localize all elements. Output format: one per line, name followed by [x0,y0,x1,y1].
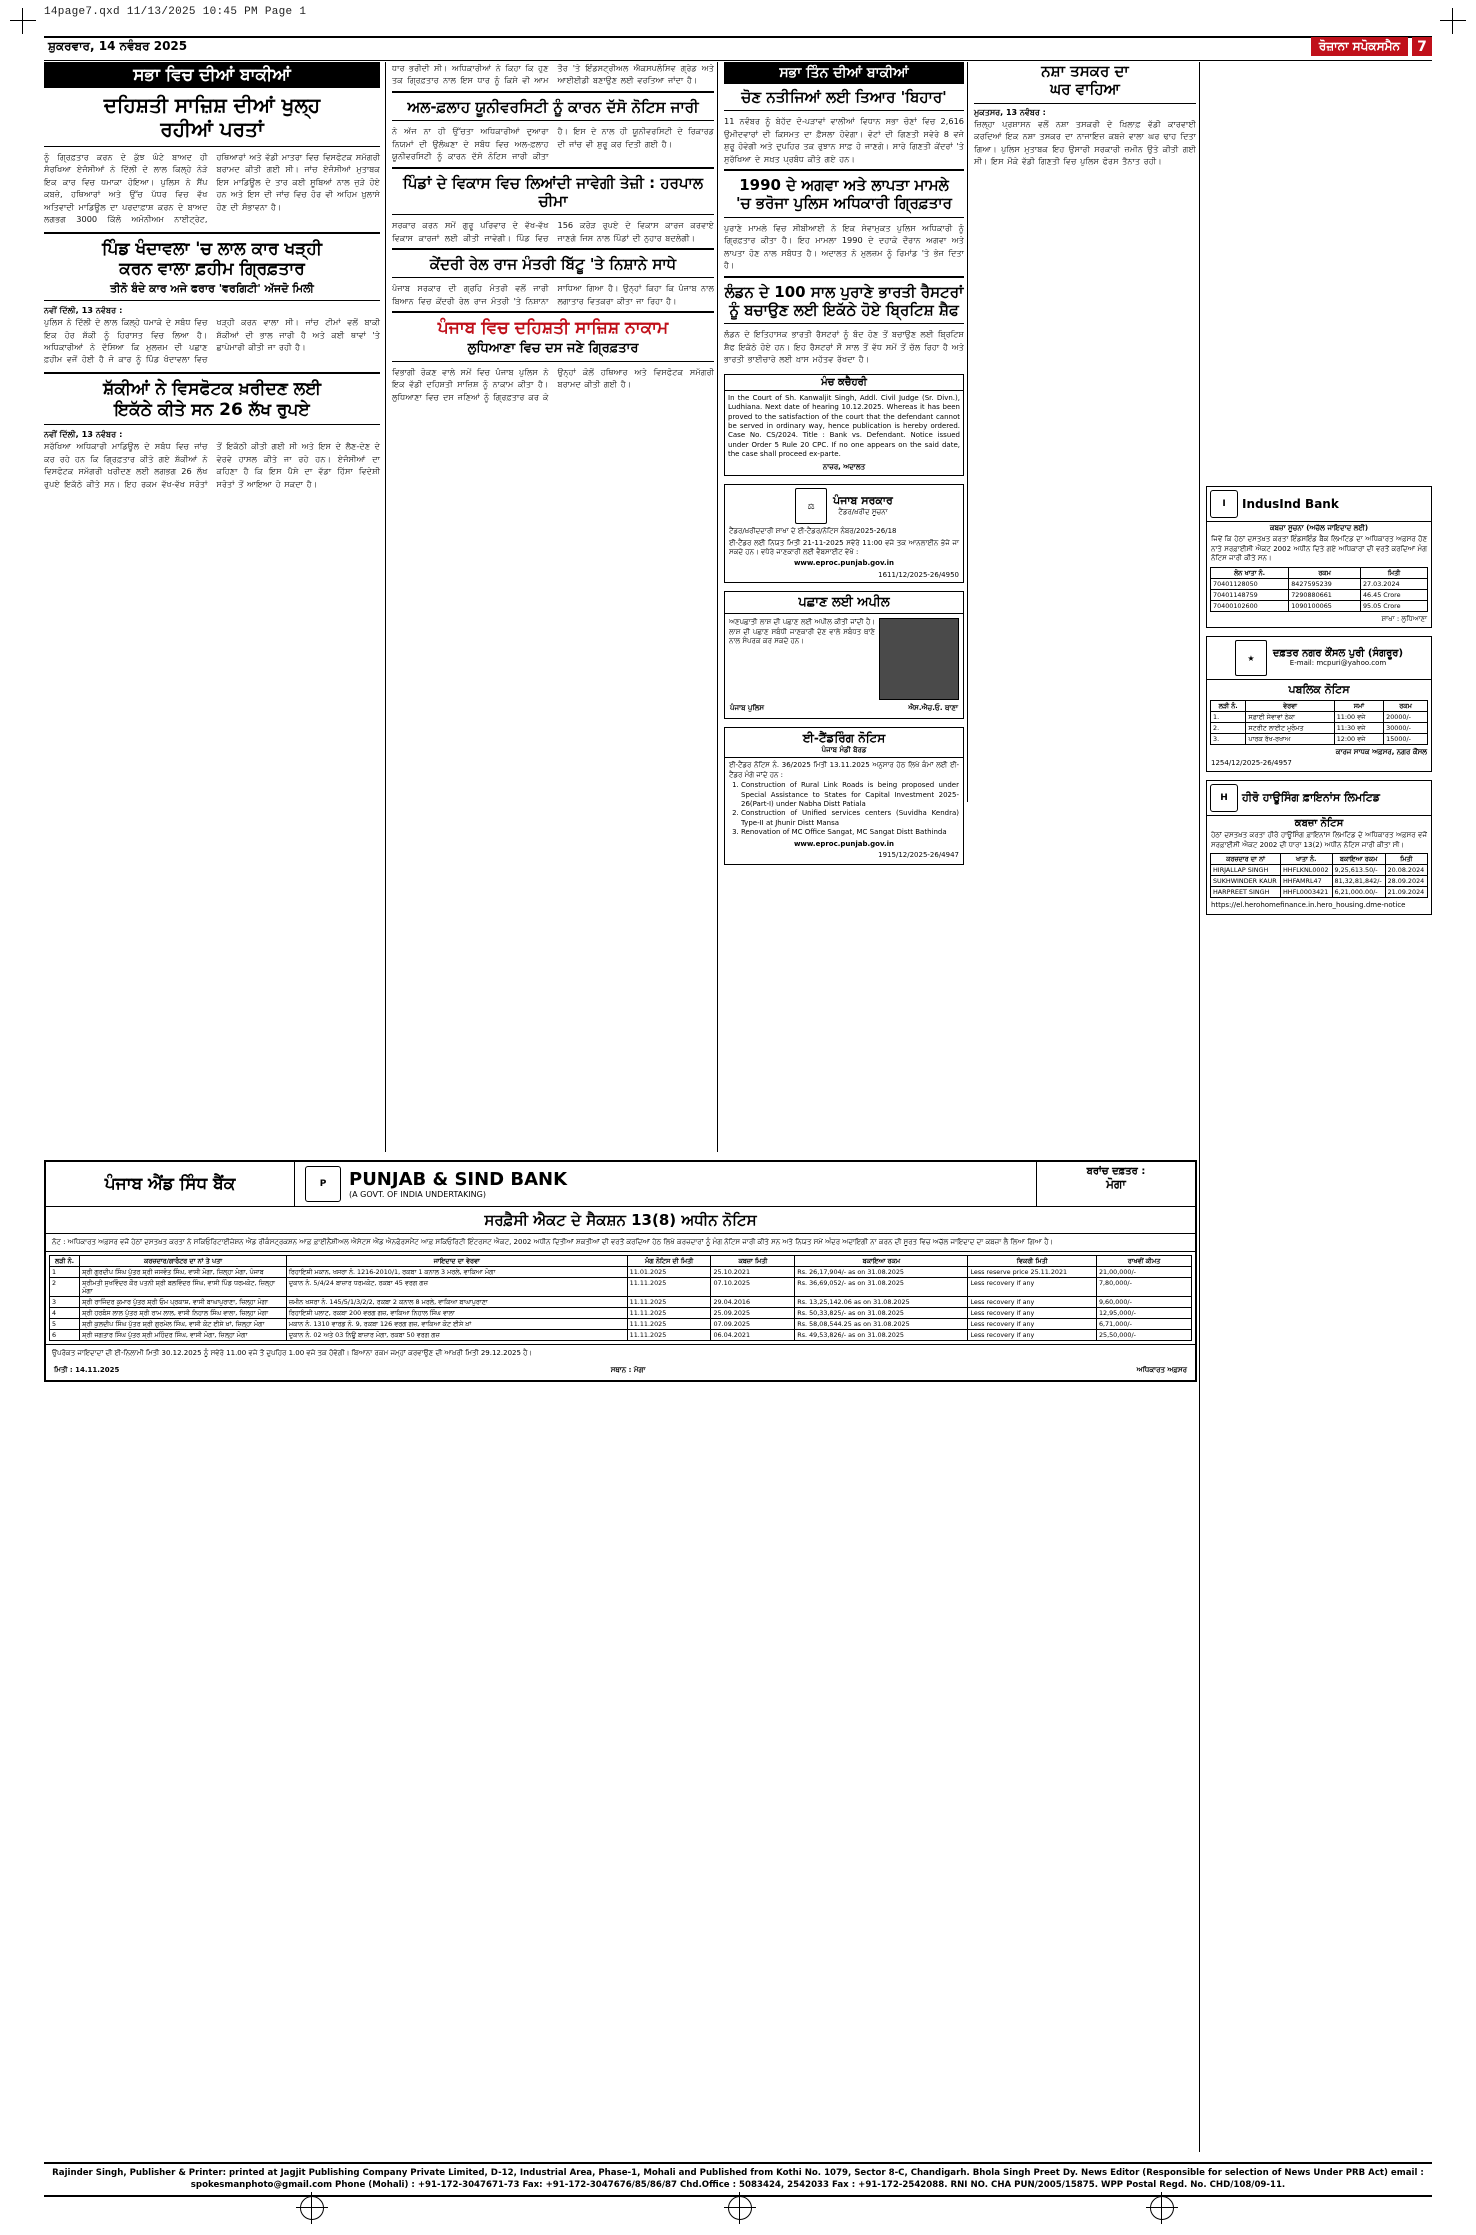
table-row [1211,723,1428,734]
india-emblem-icon: ⚖ [795,488,827,524]
indusind-name: IndusInd Bank [1242,497,1339,511]
cell: ਮਕਾਨ ਨੰ. 1310 ਵਾਰਡ ਨੰ. 9, ਰਕਬਾ 126 ਵਰਗ ਗਜ਼, ਵਾਕਿਆ ਕੋਟ ਈਸੇ ਖ਼ਾਂ [286,1319,627,1330]
cell: ਦੁਕਾਨ ਨੰ. 5/4/24 ਬਾਜ਼ਾਰ ਧਰਮਕੋਟ, ਰਕਬਾ 45 ਵਰਗ ਗਜ਼ [286,1278,627,1297]
cell: Rs. 26,17,904/- as on 31.08.2025 [795,1267,968,1278]
appeal-police: ਐਸ.ਐਚ.ਓ. ਥਾਣਾ [908,704,958,713]
table-row [1211,600,1428,611]
cell: Rs. 13,25,142.06 as on 31.08.2025 [795,1297,968,1308]
table-row [1211,734,1428,745]
col3-story3-headline-line1: ਲੰਡਨ ਦੇ 100 ਸਾਲ ਪੁਰਾਣੇ ਭਾਰਤੀ ਰੈਸਟਰਾਂ [724,282,964,301]
kaushal-th: ਲੜੀ ਨੰ. [1211,701,1246,712]
kaushal-notice-head: ਪਬਲਿਕ ਨੋਟਿਸ [1288,683,1350,697]
etender-item: 3. Renovation of MC Office Sangat, MC Sangat Distt Bathinda [741,828,959,837]
cell: HHFLKNL0002 [1280,864,1332,875]
cell: 70400102600 [1211,600,1289,611]
cell: 70401128050 [1211,578,1289,589]
cell: 81,32,81,842/- [1332,875,1385,886]
hero-logo-icon: H [1210,784,1238,812]
etender-ad [724,727,964,865]
cell: 8427595239 [1289,578,1361,589]
appeal-title: ਪਛਾਣ ਲਈ ਅਪੀਲ [725,592,963,614]
etender-title: ਈ-ਟੈਂਡਰਿੰਗ ਨੋਟਿਸ [802,730,886,745]
identification-appeal-ad [724,591,964,718]
cell: ਦੁਕਾਨ ਨੰ. 02 ਅਤੇ 03 ਨਿਊ ਬਾਜ਼ਾਰ ਮੋਗਾ, ਰਕਬਾ 50 ਵਰਗ ਗਜ਼ [286,1330,627,1341]
etender-web[interactable]: www.eproc.punjab.gov.in [793,839,895,848]
cell: 25.10.2021 [711,1267,795,1278]
crop-mark-topleft [10,8,36,34]
table-row [1211,875,1428,886]
kaushal-title: ਦਫ਼ਤਰ ਨਗਰ ਕੌਂਸਲ ਪੁਰੀ (ਸੰਗਰੂਰ) [1272,647,1404,659]
psb-th: ਜਾਇਦਾਦ ਦਾ ਵੇਰਵਾ [286,1256,627,1267]
imprint-footer: Rajinder Singh, Publisher & Printer: printed at Jagjit Publishing Company Private Limited, D-12, Industrial Area, Phase-1, Mohali and Published from Kothi No. 1079, Sector 8-C, Chandigarh. Bhola Singh Preet Dy. News Editor (Responsible for selection of News Under PRB Act) email : spokesmanphoto@gmail.com Phone (Mohali) : +91-172-3047671-73 Fax: +91-172-3047676/85/86/87 Chd.Office : 5083424, 2542033 Fax : +91-172-2542088. RNI NO. CHA PUN/2005/15875. WPP Postal Regd. No. CHD/108/09-11. [44,2162,1432,2197]
col3-kicker: ਸਭਾ ਤਿੰਨ ਦੀਆਂ ਬਾਕੀਆਂ [724,62,964,84]
column-rule-2 [717,62,718,1152]
cell: 11.11.2025 [627,1330,711,1341]
cell: 20000/- [1384,712,1428,723]
col2-red-body: ਵਿਭਾਗੀ ਰੋਕਣ ਵਾਲੇ ਸਮੇਂ ਵਿਚ ਪੰਜਾਬ ਪੁਲਿਸ ਨੇ ਇਕ ਵੱਡੀ ਦਹਿਸ਼ਤੀ ਸਾਜ਼ਿਸ਼ ਨੂੰ ਨਾਕਾਮ ਕੀਤਾ ਹੈ। ਲੁਧਿਆਣਾ ਵਿਚ ਦਸ ਜਣਿਆਂ ਨੂੰ ਗ੍ਰਿਫ਼ਤਾਰ ਕਰ ਕੇ ਉਨ੍ਹਾਂ ਕੋਲੋਂ ਹਥਿਆਰ ਅਤੇ ਵਿਸਫੋਟਕ ਸਮੱਗਰੀ ਬਰਾਮਦ ਕੀਤੀ ਗਈ ਹੈ। [392,367,714,402]
story2-headline-line1: ਪਿੰਡ ਖੰਦਾਵਲਾ 'ਚ ਲਾਲ ਕਾਰ ਖੜ੍ਹੀ [102,238,322,259]
cell: 11.01.2025 [627,1267,711,1278]
punjab-govt-body: ਈ-ਟੈਂਡਰ ਲਈ ਨਿਯਤ ਮਿਤੀ 21-11-2025 ਸਵੇਰੇ 11:00 ਵਜੇ ਤਕ ਆਨਲਾਈਨ ਭੇਜੇ ਜਾ ਸਕਦੇ ਹਨ। ਵਧੇਰੇ ਜਾਣਕਾਰੀ ਲਈ ਵੈਬਸਾਈਟ ਵੇਖੋ : [729,538,959,557]
court-notice-sign: ਨਾਜ਼ਰ, ਅਦਾਲਤ [822,462,866,471]
hero-th: ਕਰਜ਼ਦਾਰ ਦਾ ਨਾਂ [1211,853,1281,864]
cell: ਸ਼੍ਰੀਮਤੀ ਸੁਖਵਿੰਦਰ ਕੌਰ ਪਤਨੀ ਸ਼੍ਰੀ ਬਲਵਿੰਦਰ ਸਿੰਘ, ਵਾਸੀ ਪਿੰਡ ਧਰਮਕੋਟ, ਜ਼ਿਲ੍ਹਾ ਮੋਗਾ [80,1278,287,1297]
cell: 6 [50,1330,80,1341]
story2-byline: ਨਵੀਂ ਦਿੱਲੀ, 13 ਨਵੰਬਰ : [44,305,123,316]
etender-body: ਈ-ਟੈਂਡਰ ਨੋਟਿਸ ਨੰ. 36/2025 ਮਿਤੀ 13.11.2025 ਅਨੁਸਾਰ ਹੇਠ ਲਿਖੇ ਕੰਮਾਂ ਲਈ ਈ-ਟੈਂਡਰ ਮੰਗੇ ਜਾਂਦੇ ਹਨ : [729,761,959,779]
psb-th: ਕਬਜ਼ਾ ਮਿਤੀ [711,1256,795,1267]
table-row [1211,886,1428,897]
column-two [392,62,714,403]
cell: 11.11.2025 [627,1308,711,1319]
court-notice-body: In the Court of Sh. Kanwaljit Singh, Addl. Civil Judge (Sr. Divn.), Ludhiana. Next date of hearing 10.12.2025. Whereas it has been proved to the satisfaction of the court that the defendant cannot be served in ordinary way, hence publication is hereby ordered. Case No. CS/2024. Title : Bank vs. Defendant. Notice issued under Order 5 Rule 20 CPC. If no one appears on the said date, the case shall proceed ex-parte. [728,393,960,459]
psb-th: ਲੜੀ ਨੰ. [50,1256,80,1267]
col3-story3-headline-line2: ਨੂੰ ਬਚਾਉਣ ਲਈ ਇਕੱਠੇ ਹੋਏ ਬ੍ਰਿਟਿਸ਼ ਸ਼ੈਫ [729,300,959,319]
col2-red-headline: ਪੰਜਾਬ ਵਿਚ ਦਹਿਸ਼ਤੀ ਸਾਜ਼ਿਸ਼ ਨਾਕਾਮ [437,318,669,339]
psb-date: ਮਿਤੀ : 14.11.2025 [54,1365,120,1374]
cell: 15000/- [1384,734,1428,745]
psb-logo-text: PUNJAB & SIND BANK [349,1169,568,1190]
cell: 7290880661 [1289,589,1361,600]
appeal-dept: ਪੰਜਾਬ ਪੁਲਿਸ [730,704,765,713]
col3-headline: ਚੋਣ ਨਤੀਜਿਆਂ ਲਈ ਤਿਆਰ 'ਬਿਹਾਰ' [741,88,947,106]
cell: 25,50,000/- [1096,1330,1191,1341]
table-row [1211,589,1428,600]
story3-body: ਸਰੱਖਿਆ ਅਧਿਕਾਰੀ ਮਾਡਿਊਲ ਦੇ ਸਬੰਧ ਵਿਚ ਜਾਂਚ ਕਰ ਰਹੇ ਹਨ ਕਿ ਗ੍ਰਿਫ਼ਤਾਰ ਕੀਤੇ ਗਏ ਸ਼ੱਕੀਆਂ ਨੇ ਵਿਸਫੋਟਕ ਸਮੱਗਰੀ ਖ਼ਰੀਦਣ ਲਈ ਲਗਭਗ 26 ਲੱਖ ਰੁਪਏ ਇਕੱਠੇ ਕੀਤੇ ਸਨ। ਇਹ ਰਕਮ ਵੱਖ-ਵੱਖ ਸਰੋਤਾਂ ਤੋਂ ਇਕੱਠੀ ਕੀਤੀ ਗਈ ਸੀ ਅਤੇ ਇਸ ਦੇ ਲੈਣ-ਦੇਣ ਦੇ ਵੇਰਵੇ ਹਾਸਲ ਕੀਤੇ ਜਾ ਰਹੇ ਹਨ। ਏਜੰਸੀਆਂ ਦਾ ਕਹਿਣਾ ਹੈ ਕਿ ਇਸ ਪੈਸੇ ਦਾ ਵੱਡਾ ਹਿੱਸਾ ਵਿਦੇਸ਼ੀ ਸਰੋਤਾਂ ਤੋਂ ਆਇਆ ਹੋ ਸਕਦਾ ਹੈ। [44,441,380,489]
masthead-rule [44,36,1432,61]
cell: ਸ਼੍ਰੀ ਰਾਜਿੰਦਰ ਕੁਮਾਰ ਪੁੱਤਰ ਸ਼੍ਰੀ ਓਮ ਪ੍ਰਕਾਸ਼, ਵਾਸੀ ਬਾਘਾਪੁਰਾਣਾ, ਜ਼ਿਲ੍ਹਾ ਮੋਗਾ [80,1297,287,1308]
cell: ਸ਼੍ਰੀ ਹਰਬੰਸ ਲਾਲ ਪੁੱਤਰ ਸ਼੍ਰੀ ਰਾਮ ਲਾਲ, ਵਾਸੀ ਨਿਹਾਲ ਸਿੰਘ ਵਾਲਾ, ਜ਼ਿਲ੍ਹਾ ਮੋਗਾ [80,1308,287,1319]
appeal-body: ਅਣਪਛਾਤੀ ਲਾਸ਼ ਦੀ ਪਛਾਣ ਲਈ ਅਪੀਲ ਕੀਤੀ ਜਾਂਦੀ ਹੈ। ਲਾਸ਼ ਦੀ ਪਛਾਣ ਸਬੰਧੀ ਜਾਣਕਾਰੀ ਦੇਣ ਵਾਲੇ ਸਬੰਧਤ ਥਾਣੇ ਨਾਲ ਸੰਪਰਕ ਕਰ ਸਕਦੇ ਹਨ। [729,618,875,646]
kaushal-footer: ਕਾਰਜ ਸਾਧਕ ਅਫ਼ਸਰ, ਨਗਰ ਕੌਂਸਲ [1335,748,1427,757]
col2-story2-headline: ਪਿੰਡਾਂ ਦੇ ਵਿਕਾਸ ਵਿਚ ਲਿਆਂਦੀ ਜਾਵੇਗੀ ਤੇਜ਼ੀ : ਹਰਪਾਲ ਚੀਮਾ [403,173,703,210]
cell: 3. [1211,734,1246,745]
psb-logo-icon: P [305,1166,341,1202]
cell: 7,80,000/- [1096,1278,1191,1297]
psb-table [49,1255,1192,1341]
court-notice-ad [724,374,964,477]
punjab-govt-line: ਟੈਂਡਰ/ਖ਼ਰੀਦਦਾਰੀ ਸ਼ਾਖਾ ਦੇ ਈ-ਟੈਂਡਰ/ਨੋਟਿਸ ਨੰਬਰ/2025-26/18 [729,527,897,536]
cell: Rs. 58,08,544.25 as on 31.08.2025 [795,1319,968,1330]
cell: 3 [50,1297,80,1308]
cell: 07.10.2025 [711,1278,795,1297]
psb-branch-name: ਮੋਗਾ [1106,1177,1126,1191]
cell: 2. [1211,723,1246,734]
hero-table [1210,853,1428,898]
cell: Less recovery if any [968,1297,1097,1308]
column-three [724,62,964,865]
cell: 6,71,000/- [1096,1319,1191,1330]
story3-headline-line1: ਸ਼ੱਕੀਆਂ ਨੇ ਵਿਸਫੋਟਕ ਖ਼ਰੀਦਣ ਲਈ [103,378,321,399]
cell: ਸ਼੍ਰੀ ਗੁਰਦੀਪ ਸਿੰਘ ਪੁੱਤਰ ਸ਼੍ਰੀ ਜਸਵੰਤ ਸਿੰਘ, ਵਾਸੀ ਮੋਗਾ, ਜ਼ਿਲ੍ਹਾ ਮੋਗਾ, ਪੰਜਾਬ [80,1267,287,1278]
psb-th: ਵਿਕਰੀ ਮਿਤੀ [968,1256,1097,1267]
psb-th: ਮੰਗ ਨੋਟਿਸ ਦੀ ਮਿਤੀ [627,1256,711,1267]
cell: 70401148759 [1211,589,1289,600]
col2-story3-body: ਪੰਜਾਬ ਸਰਕਾਰ ਦੀ ਗ੍ਰਹਿ ਮੰਤਰੀ ਵਲੋਂ ਜਾਰੀ ਬਿਆਨ ਵਿਚ ਕੇਂਦਰੀ ਰੇਲ ਰਾਜ ਮੰਤਰੀ 'ਤੇ ਨਿਸ਼ਾਨਾ ਸਾਧਿਆ ਗਿਆ ਹੈ। ਉਨ੍ਹਾਂ ਕਿਹਾ ਕਿ ਪੰਜਾਬ ਨਾਲ ਲਗਾਤਾਰ ਵਿਤਕਰਾ ਕੀਤਾ ਜਾ ਰਿਹਾ ਹੈ। [392,283,714,306]
nagar-kaunsal-ad [1206,636,1432,772]
kaushal-th: ਵੇਰਵਾ [1246,701,1334,712]
cell: ਸ਼੍ਰੀ ਜਗਤਾਰ ਸਿੰਘ ਪੁੱਤਰ ਸ਼੍ਰੀ ਮਹਿੰਦਰ ਸਿੰਘ, ਵਾਸੀ ਮੋਗਾ, ਜ਼ਿਲ੍ਹਾ ਮੋਗਾ [80,1330,287,1341]
cell: HIRJALLAP SINGH [1211,864,1281,875]
cell: 6,21,000.00/- [1332,886,1385,897]
cell: 11:30 ਵਜੇ [1334,723,1383,734]
cell: 4 [50,1308,80,1319]
lead-headline-line1: ਦਹਿਸ਼ਤੀ ਸਾਜ਼ਿਸ਼ ਦੀਆਂ ਖੁਲ੍ਹ [103,93,321,117]
cell: ਸਟਰੀਟ ਲਾਈਟ ਮੁਰੰਮਤ [1246,723,1334,734]
table-row [1211,578,1428,589]
table-row [1211,864,1428,875]
col4-headline: ਘਰ ਵਾਹਿਆ [1050,80,1120,99]
cell: 29.04.2016 [711,1297,795,1308]
table-row [50,1267,1192,1278]
cell: 11:00 ਵਜੇ [1334,712,1383,723]
col4-kicker: ਨਸ਼ਾ ਤਸਕਰ ਦਾ [1041,62,1129,80]
psb-notice-title: ਸਰਫ਼ੈਸੀ ਐਕਟ ਦੇ ਸੈਕਸ਼ਨ 13(8) ਅਧੀਨ ਨੋਟਿਸ [46,1207,1195,1234]
table-row [1211,712,1428,723]
etender-item: 1. Construction of Rural Link Roads is being proposed under Special Assistance to States for Capital Investment 2025-26(Part-I) under Nabha Distt Patiala [741,781,959,809]
indusind-th: ਰਕਮ [1289,567,1361,578]
table-row [50,1330,1192,1341]
registration-mark-center [728,2196,752,2220]
story2-subhead: ਤੀਨੋ ਬੰਦੇ ਕਾਰ ਅਜੇ ਫਰਾਰ 'ਵਰਗਿਟੀ' ਅੱਜਦੋ ਮਿਲੀ [110,282,314,296]
cell: 1 [50,1267,80,1278]
col3-story2-headline-line1: 1990 ਦੇ ਅਗਵਾ ਅਤੇ ਲਾਪਤਾ ਮਾਮਲੇ [739,176,949,195]
punjab-govt-ad [724,484,964,583]
hero-th: ਖਾਤਾ ਨੰ. [1280,853,1332,864]
hero-sub: ਕਬਜ਼ਾ ਨੋਟਿਸ [1294,818,1344,830]
column-four [974,62,1196,167]
indusind-bank-ad [1206,486,1432,628]
cell: HARPREET SINGH [1211,886,1281,897]
cell: 95.05 Crore [1360,600,1427,611]
col3-story2-headline-line2: 'ਚ ਭਰੋਜਾ ਪੁਲਿਸ ਅਧਿਕਾਰੀ ਗ੍ਰਿਫ਼ਤਾਰ [736,194,952,213]
cell: 12:00 ਵਜੇ [1334,734,1383,745]
table-row [50,1278,1192,1297]
registration-mark-right [1150,2196,1174,2220]
cell: HHFAMRL47 [1280,875,1332,886]
psb-branch-label: ਬਰਾਂਚ ਦਫ਼ਤਰ : [1086,1166,1146,1177]
cell: 28.09.2024 [1385,875,1427,886]
hero-th: ਬਕਾਇਆ ਰਕਮ [1332,853,1385,864]
lead-headline-line2: ਰਹੀਆਂ ਪਰਤਾਂ [160,117,264,142]
cell: Less recovery if any [968,1278,1097,1297]
hero-web[interactable]: https://el.herohomefinance.in.hero_housing.dme-notice [1211,900,1406,909]
kaushal-email: E-mail: mcpuri@yahoo.com [1289,658,1387,667]
cell: Rs. 50,33,825/- as on 31.08.2025 [795,1308,968,1319]
psb-intro: ਨੋਟ : ਅਧਿਕਾਰਤ ਅਫ਼ਸਰ ਵਜੋਂ ਹੇਠਾਂ ਦਸਤਖ਼ਤ ਕਰਤਾ ਨੇ ਸਕਿਓਰਿਟਾਈਜ਼ੇਸ਼ਨ ਐਂਡ ਰੀਕੰਸਟ੍ਰਕਸ਼ਨ ਆਫ਼ ਫ਼ਾਈਨੈਂਸ਼ੀਅਲ ਐਸੇਟਸ ਐਂਡ ਐਨਫੋਰਸਮੈਂਟ ਆਫ਼ ਸਕਿਓਰਿਟੀ ਇੰਟਰਸਟ ਐਕਟ, 2002 ਅਧੀਨ ਦਿਤੀਆਂ ਸ਼ਕਤੀਆਂ ਦੀ ਵਰਤੋਂ ਕਰਦਿਆਂ ਹੇਠ ਲਿਖੇ ਕਰਜ਼ਦਾਰਾਂ ਨੂੰ ਮੰਗ ਨੋਟਿਸ ਜਾਰੀ ਕੀਤੇ ਸਨ ਅਤੇ ਨਿਯਤ ਸਮੇਂ ਅੰਦਰ ਅਦਾਇਗੀ ਨਾ ਕਰਨ ਦੀ ਸੂਰਤ ਵਿਚ ਅਚੱਲ ਜਾਇਦਾਦ ਦਾ ਕਬਜ਼ਾ ਲੈ ਲਿਆ ਗਿਆ ਹੈ। [46,1234,1195,1252]
punjab-govt-ref: 1611/12/2025-26/4950 [878,570,959,579]
column-rule-1 [385,62,386,1152]
cell: 46.45 Crore [1360,589,1427,600]
cell: 9,25,613.50/- [1332,864,1385,875]
page-number: 7 [1412,37,1432,56]
punjab-govt-web[interactable]: www.eproc.punjab.gov.in [793,559,895,568]
masthead-brand-group [1311,37,1432,56]
kaushal-th: ਸਮਾਂ [1334,701,1383,712]
psb-advertisement [44,1160,1197,1382]
psb-logo-sub: (A GOVT. OF INDIA UNDERTAKING) [349,1190,486,1199]
lead-body: ਨੂੰ ਗ੍ਰਿਫ਼ਤਾਰ ਕਰਨ ਦੇ ਕੁੱਝ ਘੰਟੇ ਬਾਅਦ ਹੀ ਸੰਰਖਿਆ ਏਜੰਸੀਆਂ ਨੇ ਦਿੱਲੀ ਦੇ ਲਾਲ ਕਿਲ੍ਹੇ ਨੇੜੇ ਇਕ ਕਾਰ ਵਿਚ ਧਮਾਕਾ ਹੋਇਆ। ਪੁਲਿਸ ਨੇ ਸੈਂਪ ਕਬਜ਼ੇ, ਹਥਿਆਰਾਂ ਅਤੇ ਉੱਚ ਪੱਧਰ ਵਿਚ ਵੱਖ ਅਤਿਵਾਦੀ ਮਾਡਿਊਲ ਦਾ ਪਰਦਾਫ਼ਾਸ਼ ਕਰਨ ਦੇ ਬਾਅਦ ਲਗਭਗ 3000 ਕਿੱਲੋ ਅਮੋਨੀਅਮ ਨਾਈਟ੍ਰੇਟ, ਹਥਿਆਰਾਂ ਅਤੇ ਵੱਡੀ ਮਾਤਰਾ ਵਿਚ ਵਿਸਫੋਟਕ ਸਮੱਗਰੀ ਬਰਾਮਦ ਕੀਤੀ ਗਈ ਸੀ। ਜਾਂਚ ਏਜੰਸੀਆਂ ਮੁਤਾਬਕ ਇਸ ਮਾਡਿਊਲ ਦੇ ਤਾਰ ਕਈ ਸੂਬਿਆਂ ਨਾਲ ਜੁੜੇ ਹੋਏ ਹਨ ਅਤੇ ਇਸ ਦੀ ਜਾਂਚ ਵਿਚ ਹੋਰ ਵੀ ਅਹਿਮ ਖ਼ੁਲਾਸੇ ਹੋਣ ਦੀ ਸੰਭਾਵਨਾ ਹੈ। [44,151,380,225]
psb-th: ਰਾਖਵੀਂ ਕੀਮਤ [1096,1256,1191,1267]
etender-item-list [725,781,963,838]
cell: Less recovery if any [968,1330,1097,1341]
psb-place: ਸਥਾਨ : ਮੋਗਾ [610,1365,646,1374]
cell: 1. [1211,712,1246,723]
cell: ਪਾਰਕ ਰੱਖ-ਰਖਾਅ [1246,734,1334,745]
punjab-govt-title: ਪੰਜਾਬ ਸਰਕਾਰ [833,494,893,508]
cell: ਰਿਹਾਇਸ਼ੀ ਪਲਾਟ, ਰਕਬਾ 200 ਵਰਗ ਗਜ਼, ਵਾਕਿਆ ਨਿਹਾਲ ਸਿੰਘ ਵਾਲਾ [286,1308,627,1319]
col2-story1-headline: ਅਲ-ਫ਼ਲਾਹ ਯੂਨੀਵਰਸਿਟੀ ਨੂੰ ਕਾਰਨ ਦੱਸੋ ਨੋਟਿਸ ਜਾਰੀ [407,97,699,116]
table-row [50,1319,1192,1330]
cell: 21,00,000/- [1096,1267,1191,1278]
cell: 11.11.2025 [627,1319,711,1330]
col3-story3-body: ਲੰਡਨ ਦੇ ਇਤਿਹਾਸਕ ਭਾਰਤੀ ਰੈਸਟਰਾਂ ਨੂੰ ਬੰਦ ਹੋਣ ਤੋਂ ਬਚਾਉਣ ਲਈ ਬ੍ਰਿਟਿਸ਼ ਸ਼ੈਫ ਇਕੱਠੇ ਹੋਏ ਹਨ। ਇਹ ਰੈਸਟਰਾਂ ਸੌ ਸਾਲ ਤੋਂ ਵੱਧ ਸਮੇਂ ਤੋਂ ਚੱਲ ਰਿਹਾ ਹੈ ਅਤੇ ਭਾਰਤੀ ਭਾਈਚਾਰੇ ਲਈ ਖ਼ਾਸ ਮਹੱਤਵ ਰੱਖਦਾ ਹੈ। [724,329,964,365]
indusind-branch: ਸ਼ਾਖਾ : ਲੁਧਿਆਣਾ [1381,614,1427,623]
emblem-icon: ★ [1235,640,1267,676]
indusind-table [1210,567,1428,612]
cell: 11.11.2025 [627,1297,711,1308]
column-rule-4 [1199,62,1200,2152]
psb-th: ਕਰਜ਼ਦਾਰ/ਗਾਰੰਟਰ ਦਾ ਨਾਂ ਤੇ ਪਤਾ [80,1256,287,1267]
cell: 30000/- [1384,723,1428,734]
psb-sign: ਅਧਿਕਾਰਤ ਅਫ਼ਸਰ [1136,1365,1187,1374]
content-grid [44,62,1432,2152]
hero-body: ਹੇਠਾਂ ਦਸਤਖ਼ਤ ਕਰਤਾ ਹੀਰੋ ਹਾਊਸਿੰਗ ਫ਼ਾਇਨਾਂਸ ਲਿਮਟਿਡ ਦੇ ਅਧਿਕਾਰਤ ਅਫ਼ਸਰ ਵਜੋਂ ਸਰਫ਼ਾਈਸੀ ਐਕਟ 2002 ਦੀ ਧਾਰਾ 13(2) ਅਧੀਨ ਨੋਟਿਸ ਜਾਰੀ ਕੀਤਾ ਸੀ। [1211,831,1427,849]
registration-mark-left [300,2196,324,2220]
story3-byline: ਨਵੀਂ ਦਿੱਲੀ, 13 ਨਵੰਬਰ : [44,429,123,440]
col3-body: 11 ਨਵੰਬਰ ਨੂੰ ਬੇਹੱਦ ਦੋ-ਪੜਾਵਾਂ ਵਾਲੀਆਂ ਵਿਧਾਨ ਸਭਾ ਚੋਣਾਂ ਵਿਚ 2,616 ਉਮੀਦਵਾਰਾਂ ਦੀ ਕਿਸਮਤ ਦਾ ਫ਼ੈਸਲਾ ਹੋਵੇਗਾ। ਵੋਟਾਂ ਦੀ ਗਿਣਤੀ ਸਵੇਰੇ 8 ਵਜੇ ਸ਼ੁਰੂ ਹੋਵੇਗੀ ਅਤੇ ਦੁਪਹਿਰ ਤਕ ਰੁਝਾਨ ਸਾਫ਼ ਹੋ ਜਾਣਗੇ। ਸਾਰੇ ਗਿਣਤੀ ਕੇਂਦਰਾਂ 'ਤੇ ਸੁਰੱਖਿਆ ਦੇ ਸਖ਼ਤ ਪ੍ਰਬੰਧ ਕੀਤੇ ਗਏ ਹਨ। [724,116,964,164]
col4-body: ਜ਼ਿਲ੍ਹਾ ਪ੍ਰਸ਼ਾਸਨ ਵਲੋਂ ਨਸ਼ਾ ਤਸਕਰੀ ਦੇ ਖ਼ਿਲਾਫ਼ ਵੱਡੀ ਕਾਰਵਾਈ ਕਰਦਿਆਂ ਇਕ ਨਸ਼ਾ ਤਸਕਰ ਦਾ ਨਾਜਾਇਜ਼ ਕਬਜ਼ੇ ਵਾਲਾ ਘਰ ਢਾਹ ਦਿਤਾ ਗਿਆ। ਪੁਲਿਸ ਮੁਤਾਬਕ ਇਹ ਉਸਾਰੀ ਸਰਕਾਰੀ ਜ਼ਮੀਨ ਉਤੇ ਕੀਤੀ ਗਈ ਸੀ। ਇਸ ਮੌਕੇ ਵੱਡੀ ਗਿਣਤੀ ਵਿਚ ਪੁਲਿਸ ਫੋਰਸ ਤੈਨਾਤ ਰਹੀ। [974,118,1196,166]
col3-story2-body: ਪੁਰਾਣੇ ਮਾਮਲੇ ਵਿਚ ਸੀਬੀਆਈ ਨੇ ਇਕ ਸੇਵਾਮੁਕਤ ਪੁਲਿਸ ਅਧਿਕਾਰੀ ਨੂੰ ਗ੍ਰਿਫ਼ਤਾਰ ਕੀਤਾ ਹੈ। ਇਹ ਮਾਮਲਾ 1990 ਦੇ ਦਹਾਕੇ ਦੌਰਾਨ ਅਗਵਾ ਅਤੇ ਲਾਪਤਾ ਹੋਣ ਨਾਲ ਸਬੰਧਤ ਹੈ। ਅਦਾਲਤ ਨੇ ਮੁਲਜ਼ਮ ਨੂੰ ਰਿਮਾਂਡ 'ਤੇ ਭੇਜ ਦਿਤਾ ਹੈ। [724,222,964,271]
story2-headline-line2: ਕਰਨ ਵਾਲਾ ਫ਼ਹੀਮ ਗ੍ਰਿਫ਼ਤਾਰ [119,259,305,280]
col2-top-body: ਧਾਰ ਭਰੀਦੀ ਸੀ। ਅਧਿਕਾਰੀਆਂ ਨੇ ਕਿਹਾ ਕਿ ਹੁਣ ਤਕ ਗ੍ਰਿਫ਼ਤਾਰ ਨਾਲ ਇਸ ਧਾਰ ਨੂੰ ਕਿਸੇ ਵੀ ਆਮ ਤੌਰ 'ਤੇ ਇੰਡਸਟ੍ਰੀਅਲ ਐਕਸਪਲੋਸਿਵ ਗ੍ਰੇਡ ਅਤੇ ਆਈਈਡੀ ਬਣਾਉਣ ਲਈ ਵਰਤਿਆ ਜਾਂਦਾ ਹੈ। [392,63,714,86]
cell: 20.08.2024 [1385,864,1427,875]
col4-byline: ਮੁਕਤਸਰ, 13 ਨਵੰਬਰ : [974,107,1046,117]
cell: ਜ਼ਮੀਨ ਖਸਰਾ ਨੰ. 145/5/1/3/2/2, ਰਕਬਾ 2 ਕਨਾਲ 8 ਮਰਲੇ, ਵਾਕਿਆ ਬਾਘਾਪੁਰਾਣਾ [286,1297,627,1308]
cell: 25.09.2025 [711,1308,795,1319]
etender-ref: 1915/12/2025-26/4947 [878,851,959,860]
story3-headline-line2: ਇਕੱਠੇ ਕੀਤੇ ਸਨ 26 ਲੱਖ ਰੁਪਏ [114,399,310,420]
hero-housing-ad [1206,780,1432,915]
file-label: 14page7.qxd 11/13/2025 10:45 PM Page 1 [44,6,307,18]
cell: 9,60,000/- [1096,1297,1191,1308]
cell: 27.03.2024 [1360,578,1427,589]
cell: ਰਿਹਾਇਸ਼ੀ ਮਕਾਨ, ਖਸਰਾ ਨੰ. 1216-2010/1, ਰਕਬਾ 1 ਕਨਾਲ 3 ਮਰਲੇ, ਵਾਕਿਆ ਮੋਗਾ [286,1267,627,1278]
col2-story2-body: ਸਰਕਾਰ ਕਰਨ ਸਮੇਂ ਗੁਰੂ ਪਰਿਵਾਰ ਦੇ ਵੱਖ-ਵੱਖ ਵਿਕਾਸ ਕਾਰਜਾਂ ਲਈ ਕੀਤੀ ਜਾਵੇਗੀ। ਪਿੰਡ ਵਿਚ 156 ਕਰੋੜ ਰੁਪਏ ਦੇ ਵਿਕਾਸ ਕਾਰਜ ਕਰਵਾਏ ਜਾਣਗੇ ਜਿਸ ਨਾਲ ਪਿੰਡਾਂ ਦੀ ਨੁਹਾਰ ਬਦਲੇਗੀ। [392,220,714,243]
indusind-body: ਜਿਵੇਂ ਕਿ ਹੇਠਾਂ ਦਸਤਖ਼ਤ ਕਰਤਾ ਇੰਡਸਇੰਡ ਬੈਂਕ ਲਿਮਟਿਡ ਦਾ ਅਧਿਕਾਰਤ ਅਫ਼ਸਰ ਹੋਣ ਨਾਤੇ ਸਰਫ਼ਾਈਸੀ ਐਕਟ 2002 ਅਧੀਨ ਦਿਤੇ ਗਏ ਅਧਿਕਾਰਾਂ ਦੀ ਵਰਤੋਂ ਕਰਦਿਆਂ ਮੰਗ ਨੋਟਿਸ ਜਾਰੀ ਕੀਤੇ ਸਨ। [1211,535,1427,563]
column-rule-3 [967,62,968,802]
indusind-th: ਲੋਨ ਖਾਤਾ ਨੰ. [1211,567,1289,578]
cell: 06.04.2021 [711,1330,795,1341]
cell: HHFL0003421 [1280,886,1332,897]
cell: 2 [50,1278,80,1297]
table-row [50,1297,1192,1308]
indusind-th: ਮਿਤੀ [1360,567,1427,578]
unidentified-body-photo [879,618,959,700]
cell: SUKHWINDER KAUR [1211,875,1281,886]
story2-body: ਪੁਲਿਸ ਨੇ ਦਿੱਲੀ ਦੇ ਲਾਲ ਕਿਲ੍ਹੇ ਧਮਾਕੇ ਦੇ ਸਬੰਧ ਵਿਚ ਇਕ ਹੋਰ ਸ਼ੱਕੀ ਨੂੰ ਹਿਰਾਸਤ ਵਿਚ ਲਿਆ ਹੈ। ਅਧਿਕਾਰੀਆਂ ਨੇ ਦੱਸਿਆ ਕਿ ਮੁਲਜ਼ਮ ਦੀ ਪਛਾਣ ਫ਼ਹੀਮ ਵਜੋਂ ਹੋਈ ਹੈ ਜੋ ਕਾਰ ਨੂੰ ਪਿੰਡ ਖੰਦਾਵਲਾ ਵਿਚ ਖੜ੍ਹੀ ਕਰਨ ਵਾਲਾ ਸੀ। ਜਾਂਚ ਟੀਮਾਂ ਵਲੋਂ ਬਾਕੀ ਸ਼ੱਕੀਆਂ ਦੀ ਭਾਲ ਜਾਰੀ ਹੈ ਅਤੇ ਕਈ ਥਾਵਾਂ 'ਤੇ ਛਾਪੇਮਾਰੀ ਕੀਤੀ ਜਾ ਰਹੀ ਹੈ। [44,317,380,365]
column-one [44,62,380,490]
hero-title: ਹੀਰੋ ਹਾਊਸਿੰਗ ਫ਼ਾਇਨਾਂਸ ਲਿਮਟਿਡ [1242,791,1380,805]
col2-red-subhead: ਲੁਧਿਆਣਾ ਵਿਚ ਦਸ ਜਣੇ ਗ੍ਰਿਫ਼ਤਾਰ [467,341,639,357]
psb-th: ਬਕਾਇਆ ਰਕਮ [795,1256,968,1267]
cell: Less recovery if any [968,1319,1097,1330]
cell: ਸ਼੍ਰੀ ਕੁਲਦੀਪ ਸਿੰਘ ਪੁੱਤਰ ਸ਼੍ਰੀ ਗੁਰਮੇਲ ਸਿੰਘ, ਵਾਸੀ ਕੋਟ ਈਸੇ ਖ਼ਾਂ, ਜ਼ਿਲ੍ਹਾ ਮੋਗਾ [80,1319,287,1330]
court-notice-title: ਮੰਚ ਕਚੈਹਰੀ [725,375,963,391]
kaushal-ref: 1254/12/2025-26/4957 [1211,758,1292,767]
cell: Rs. 49,53,826/- as on 31.08.2025 [795,1330,968,1341]
punjab-govt-sub: ਟੈਂਡਰ/ਖ਼ਰੀਦ ਸੂਚਨਾ [838,508,888,517]
table-row [50,1308,1192,1319]
etender-item: 2. Construction of Unified services centers (Suvidha Kendra) Type-II at Jhunir Distt Mansa [741,809,959,828]
lead-kicker: ਸਭਾ ਵਿਚ ਦੀਆਂ ਬਾਕੀਆਂ [44,62,380,88]
column-five [1206,62,1432,915]
cell: 07.09.2025 [711,1319,795,1330]
col2-story1-body: ਨੇ ਅੱਜ ਨਾ ਹੀ ਉੱਚਤਾ ਅਧਿਕਾਰੀਆਂ ਦੁਆਰਾ ਨਿਯਮਾਂ ਦੀ ਉਲੰਘਣਾ ਦੇ ਸਬੰਧ ਵਿਚ ਅਲ-ਫ਼ਲਾਹ ਯੂਨੀਵਰਸਿਟੀ ਨੂੰ ਕਾਰਨ ਦੱਸੋ ਨੋਟਿਸ ਜਾਰੀ ਕੀਤਾ ਹੈ। ਇਸ ਦੇ ਨਾਲ ਹੀ ਯੂਨੀਵਰਸਿਟੀ ਦੇ ਰਿਕਾਰਡ ਦੀ ਜਾਂਚ ਵੀ ਸ਼ੁਰੂ ਕਰ ਦਿਤੀ ਗਈ ਹੈ। [392,126,714,162]
cell: 1090100065 [1289,600,1361,611]
cell: 5 [50,1319,80,1330]
cell: 11.11.2025 [627,1278,711,1297]
etender-sub: ਪੰਜਾਬ ਮੰਡੀ ਬੋਰਡ [725,746,963,758]
cell: Less reserve price 25.11.2021 [968,1267,1097,1278]
dateline: ਸ਼ੁਕਰਵਾਰ, 14 ਨਵੰਬਰ 2025 [48,39,188,53]
cell: Rs. 36,69,052/- as on 31.08.2025 [795,1278,968,1297]
cell: Less recovery if any [968,1308,1097,1319]
col2-story3-headline: ਕੇਂਦਰੀ ਰੇਲ ਰਾਜ ਮੰਤਰੀ ਬਿੱਟੂ 'ਤੇ ਨਿਸ਼ਾਨੇ ਸਾਧੇ [429,255,677,274]
kaushal-table [1210,700,1428,745]
psb-footer-note: ਉਪਰੋਕਤ ਜਾਇਦਾਦਾਂ ਦੀ ਈ-ਨਿਲਾਮੀ ਮਿਤੀ 30.12.2025 ਨੂੰ ਸਵੇਰੇ 11.00 ਵਜੇ ਤੋਂ ਦੁਪਹਿਰ 1.00 ਵਜੇ ਤਕ ਹੋਵੇਗੀ। ਬਿਆਨਾ ਰਕਮ ਜਮ੍ਹਾਂ ਕਰਵਾਉਣ ਦੀ ਆਖ਼ਰੀ ਮਿਤੀ 29.12.2025 ਹੈ। [46,1344,1195,1362]
brand-name: ਰੋਜ਼ਾਨਾ ਸਪੋਕਸਮੈਨ [1311,37,1408,56]
cell: ਸਫ਼ਾਈ ਸੇਵਾਵਾਂ ਠੇਕਾ [1246,712,1334,723]
psb-header-punjabi: ਪੰਜਾਬ ਐਂਡ ਸਿੰਧ ਬੈਂਕ [104,1174,236,1194]
hero-th: ਮਿਤੀ [1385,853,1427,864]
indusind-logo-icon: I [1210,490,1238,518]
kaushal-th: ਰਕਮ [1384,701,1428,712]
indusind-notice-title: ਕਬਜ਼ਾ ਸੂਚਨਾ (ਅਚੱਲ ਜਾਇਦਾਦ ਲਈ) [1269,524,1369,532]
crop-mark-topright [1440,8,1466,34]
cell: 21.09.2024 [1385,886,1427,897]
cell: 12,95,000/- [1096,1308,1191,1319]
